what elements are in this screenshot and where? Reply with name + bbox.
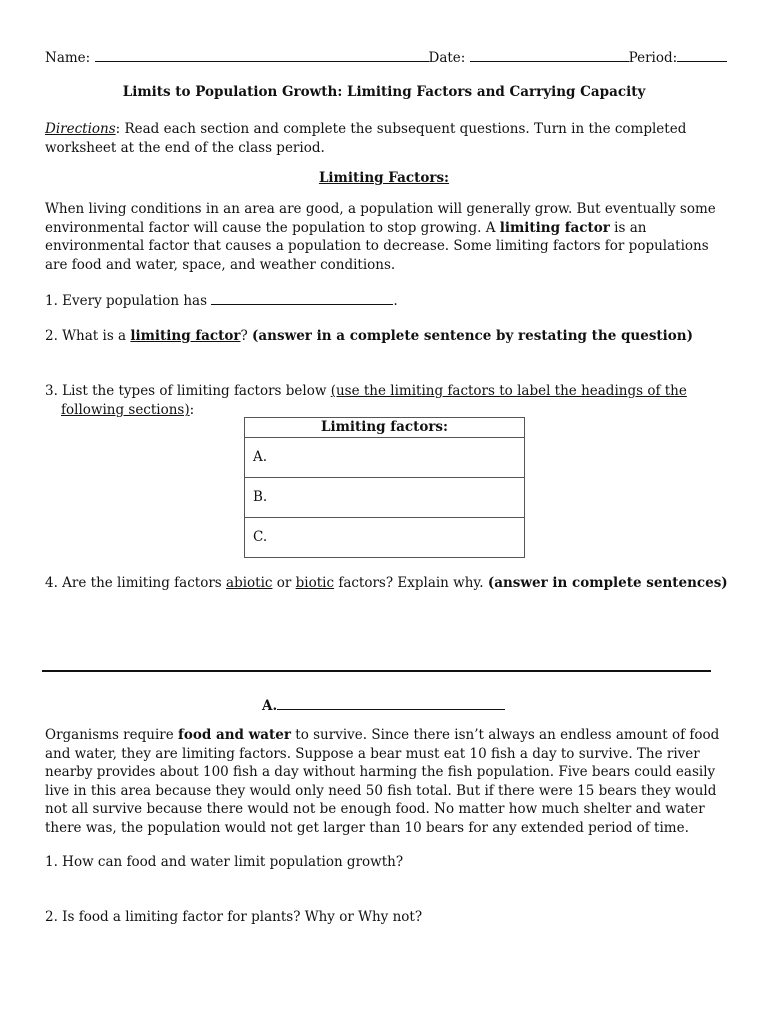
date-label: Date: — [428, 50, 466, 66]
directions-label: Directions — [45, 121, 116, 137]
section-a-title-blank[interactable] — [277, 695, 505, 710]
name-label: Name: — [45, 50, 91, 66]
period-field[interactable] — [677, 47, 727, 62]
limiting-factors-table — [244, 417, 525, 558]
question-2: 2. What is a limiting factor? (answer in a complete sentence by restating the question) — [45, 328, 693, 344]
limiting-factors-paragraph: When living conditions in an area are good, a population will generally grow. But eventually some environmental factor will cause the population to stop growing. A limiting factor is an environmental factor that causes a population to decrease. Some limiting factors for populations are food and water, space, and weather conditions. — [45, 201, 716, 273]
table-row[interactable]: A. — [245, 437, 525, 477]
page-title: Limits to Population Growth: Limiting Factors and Carrying Capacity — [122, 84, 646, 100]
question-1: 1. Every population has . — [45, 290, 398, 311]
directions-text: : Read each section and complete the subsequent questions. Turn in the completed worksheet at the end of the class period. — [45, 121, 687, 156]
section-a-heading: A. — [262, 695, 505, 716]
q1-answer-blank[interactable] — [211, 290, 393, 305]
date-field[interactable] — [470, 47, 629, 62]
question-4: 4. Are the limiting factors abiotic or biotic factors? Explain why. (answer in complete sentences) — [45, 575, 728, 591]
question-3-line2: following sections): — [61, 402, 195, 418]
table-header: Limiting factors: — [245, 418, 525, 438]
section-a-question-1: 1. How can food and water limit population growth? — [45, 854, 404, 870]
directions — [45, 120, 725, 157]
section-a-question-2: 2. Is food a limiting factor for plants? Why or Why not? — [45, 909, 423, 925]
section-a-paragraph: Organisms require food and water to survive. Since there isn’t always an endless amount of food and water, they are limiting factors. Suppose a bear must eat 10 fish a day to survive. The river nearby provides about 100 fish a day without harming the fish population. Five bears could easily live in this area because they would only need 50 fish total. But if there were 15 bears they would not all survive because there would not be enough food. No matter how much shelter and water there was, the population would not get larger than 10 bears for any extended period of time. — [45, 727, 720, 836]
header-line — [45, 47, 727, 68]
limiting-factors-heading: Limiting Factors: — [318, 170, 450, 186]
name-field[interactable] — [95, 47, 429, 62]
table-row[interactable]: C. — [245, 517, 525, 557]
table-row[interactable]: B. — [245, 477, 525, 517]
question-3: 3. List the types of limiting factors below (use the limiting factors to label the headings of the — [45, 383, 687, 399]
period-label: Period: — [628, 50, 678, 66]
section-divider — [42, 670, 711, 672]
